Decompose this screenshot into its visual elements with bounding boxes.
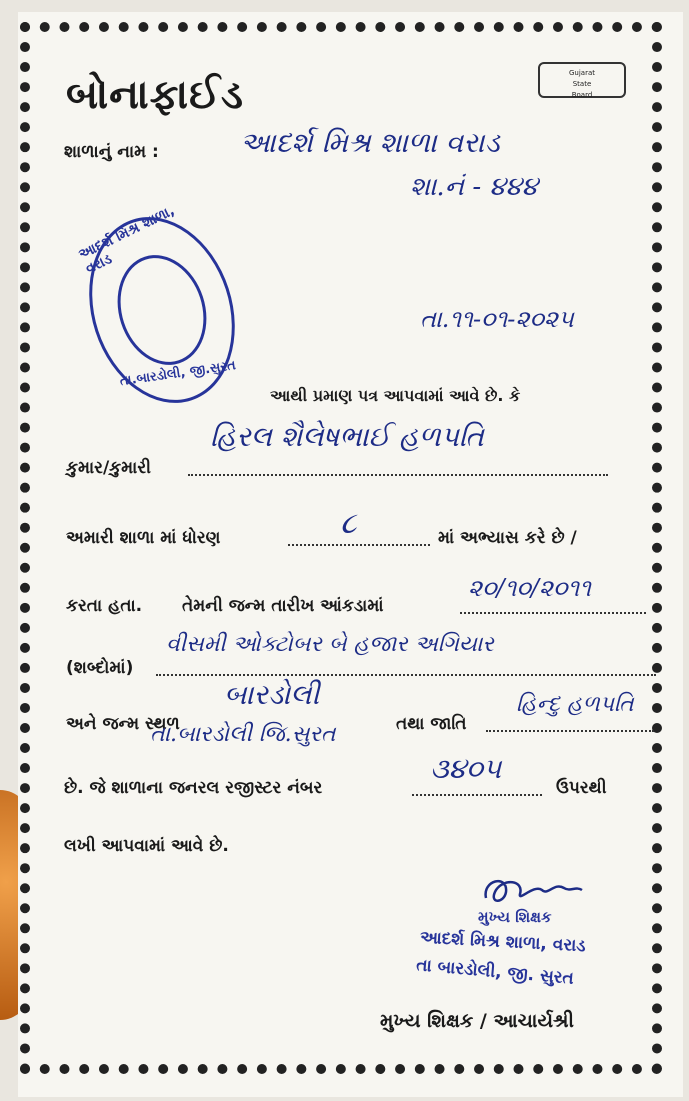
student-name: હિરલ શૈલેષભાઈ હળપતિ [210,420,484,453]
certificate-date: તા.૧૧-૦૧-૨૦૨૫ [420,305,574,333]
standard-line [288,544,430,546]
words-label: (શબ્દોમાં) [66,658,134,678]
student-name-line [188,474,608,476]
school-label: શાળાનું નામ : [64,142,159,162]
dob-prefix: કરતા હતા. [66,596,143,616]
school-name: આદર્શ મિશ્ર શાળા વરાડ [240,126,500,159]
sign-stamp-address: તા બારડોલી, જી. સુરત [415,955,575,989]
register-number: ૩૪૦૫ [430,752,502,785]
school-number: શા.નં - ૪૪૪ [410,172,538,202]
birth-place-label: અને જન્મ સ્થળ [66,714,180,734]
register-line [412,794,542,796]
student-label: કુમાર/કુમારી [66,458,151,478]
board-stamp-line: Gujarat [568,69,595,77]
dob-digits: ૨૦/૧૦/૨૦૧૧ [468,574,591,602]
birth-place-taluka: તા.બારડોલી જિ.સુરત [150,722,336,747]
principal-designation: મુખ્ય શિક્ષક / આચાર્યશ્રી [380,1010,574,1032]
board-stamp-line: State [572,80,592,88]
board-stamp-line: Board [571,91,593,99]
standard-suffix: માં અભ્યાસ કરે છે / [438,528,577,548]
certify-line: આથી પ્રમાણ પત્ર આપવામાં આવે છે. કે [270,386,521,405]
dob-words-line [156,674,656,676]
seal-bottom-text: તા.બારડોલી, જી.સુરત [118,358,237,390]
standard-label: અમારી શાળા માં ધોરણ [66,528,221,548]
dob-digits-line [460,612,646,614]
caste-line [486,730,654,732]
closing-line: લખી આપવામાં આવે છે. [64,836,229,856]
dob-words: વીસમી ઓક્ટોબર બે હજાર અગિયાર [166,632,494,657]
dob-label: તેમની જન્મ તારીખ આંકડામાં [182,596,384,616]
standard-value: ૮ [340,506,357,541]
birth-place: બારડોલી [224,678,320,711]
seal-inner-ring [104,243,220,376]
sign-stamp-school: આદર્શ મિશ્ર શાળા, વરાડ [419,927,587,957]
decorative-border [20,22,662,1074]
caste: હિન્દુ હળપતિ [516,692,634,717]
sign-stamp-title: મુખ્ય શિક્ષક [478,908,552,926]
register-suffix: ઉપરથી [556,778,607,798]
caste-label: તથા જાતિ [396,714,467,734]
seal-top-text: આદર્શ મિશ્ર શાળા, વરાડ [76,202,178,278]
register-label: છે. જે શાળાના જનરલ રજીસ્ટર નંબર [64,778,323,798]
board-stamp [538,62,626,98]
principal-signature [478,870,588,910]
certificate-title: બોનાફાઈડ [66,72,244,118]
